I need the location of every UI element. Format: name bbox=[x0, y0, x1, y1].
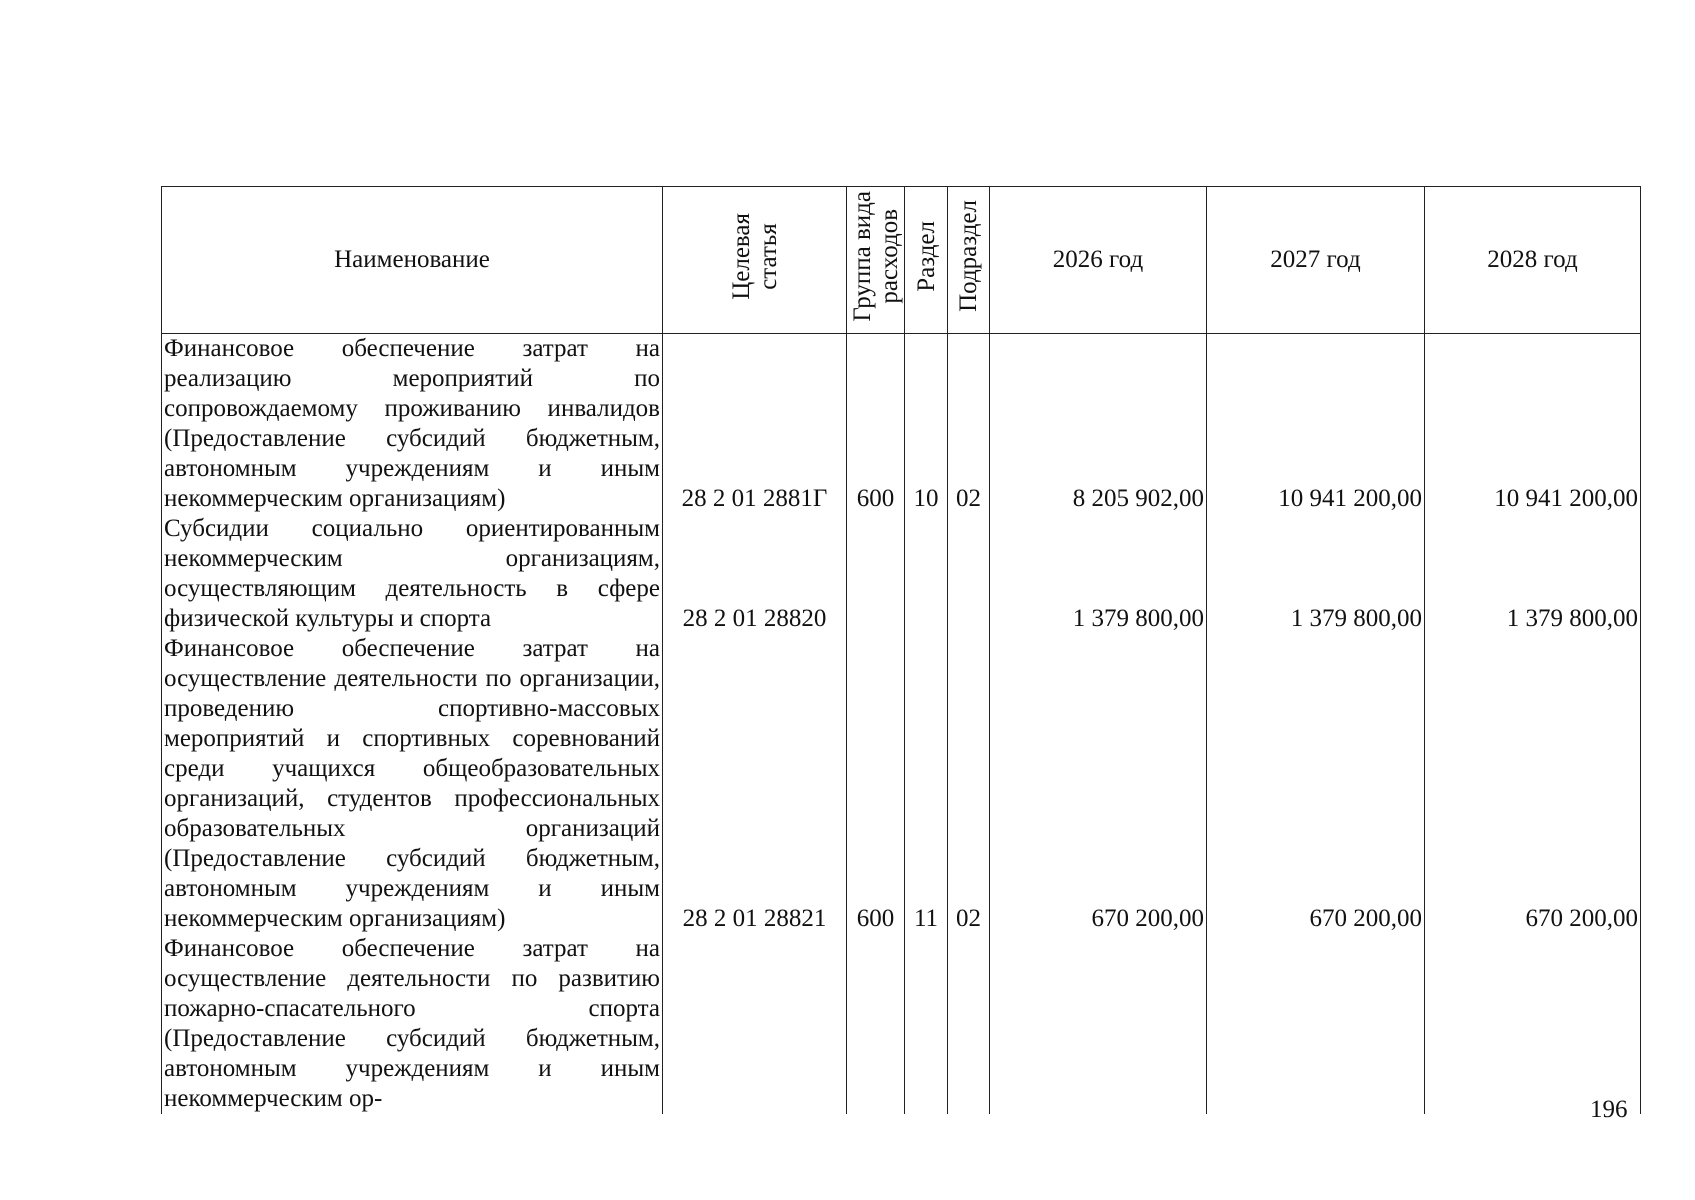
row-section bbox=[905, 934, 948, 1114]
page-number: 196 bbox=[1590, 1096, 1628, 1123]
row-amount-2028: 1 379 800,00 bbox=[1425, 514, 1641, 634]
row-amount-2026: 8 205 902,00 bbox=[990, 334, 1207, 515]
row-subsection bbox=[948, 514, 990, 634]
table-row bbox=[162, 514, 1641, 634]
row-expense-group: 600 bbox=[847, 334, 905, 515]
header-year-2027: 2027 год bbox=[1207, 187, 1425, 334]
header-name: Наименование bbox=[162, 187, 663, 334]
header-year-2026: 2026 год bbox=[990, 187, 1207, 334]
row-section: 11 bbox=[905, 634, 948, 934]
row-name: Финансовое обеспечение затрат на осуществление деятельности по организации, проведению спортивно-массовых мероприятий и спортивных соревнований среди учащихся общеобразовательных организаций, студентов профессиональных образовательных организаций (Предоставление субсидий бюджетным, автономным учреждениям и иным некоммерческим организациям) bbox=[162, 634, 663, 934]
row-amount-2027: 10 941 200,00 bbox=[1207, 334, 1425, 515]
table-header-row bbox=[162, 187, 1641, 334]
row-name: Финансовое обеспечение затрат на реализацию мероприятий по сопровождаемому проживанию инвалидов (Предоставление субсидий бюджетным, автономным учреждениям и иным некоммерческим организациям) bbox=[162, 334, 663, 515]
row-amount-2027: 670 200,00 bbox=[1207, 634, 1425, 934]
row-expense-group: 600 bbox=[847, 634, 905, 934]
header-expense-group: Группа вида расходов bbox=[847, 187, 905, 334]
row-amount-2027 bbox=[1207, 934, 1425, 1114]
row-section: 10 bbox=[905, 334, 948, 515]
header-year-2028: 2028 год bbox=[1425, 187, 1641, 334]
row-section bbox=[905, 514, 948, 634]
row-target-article: 28 2 01 2881Г bbox=[663, 334, 847, 515]
row-amount-2028: 670 200,00 bbox=[1425, 634, 1641, 934]
row-amount-2028 bbox=[1425, 934, 1641, 1114]
row-subsection: 02 bbox=[948, 334, 990, 515]
table-row bbox=[162, 934, 1641, 1114]
budget-table bbox=[161, 186, 1641, 1114]
row-expense-group bbox=[847, 514, 905, 634]
row-expense-group bbox=[847, 934, 905, 1114]
row-subsection: 02 bbox=[948, 634, 990, 934]
row-target-article: 28 2 01 28821 bbox=[663, 634, 847, 934]
row-target-article: 28 2 01 28820 bbox=[663, 514, 847, 634]
header-target-article: Целевая статья bbox=[663, 187, 847, 334]
row-name: Субсидии социально ориентированным некоммерческим организациям, осуществляющим деятельность в сфере физической культуры и спорта bbox=[162, 514, 663, 634]
row-amount-2028: 10 941 200,00 bbox=[1425, 334, 1641, 515]
row-amount-2027: 1 379 800,00 bbox=[1207, 514, 1425, 634]
table-row bbox=[162, 334, 1641, 515]
row-subsection bbox=[948, 934, 990, 1114]
row-target-article bbox=[663, 934, 847, 1114]
row-amount-2026: 670 200,00 bbox=[990, 634, 1207, 934]
row-amount-2026: 1 379 800,00 bbox=[990, 514, 1207, 634]
row-amount-2026 bbox=[990, 934, 1207, 1114]
row-name: Финансовое обеспечение затрат на осуществление деятельности по развитию пожарно-спасательного спорта (Предоставление субсидий бюджетным, автономным учреждениям и иным некоммерческим ор- bbox=[162, 934, 663, 1114]
header-subsection: Подраздел bbox=[948, 187, 990, 334]
table-row bbox=[162, 634, 1641, 934]
header-section: Раздел bbox=[905, 187, 948, 334]
